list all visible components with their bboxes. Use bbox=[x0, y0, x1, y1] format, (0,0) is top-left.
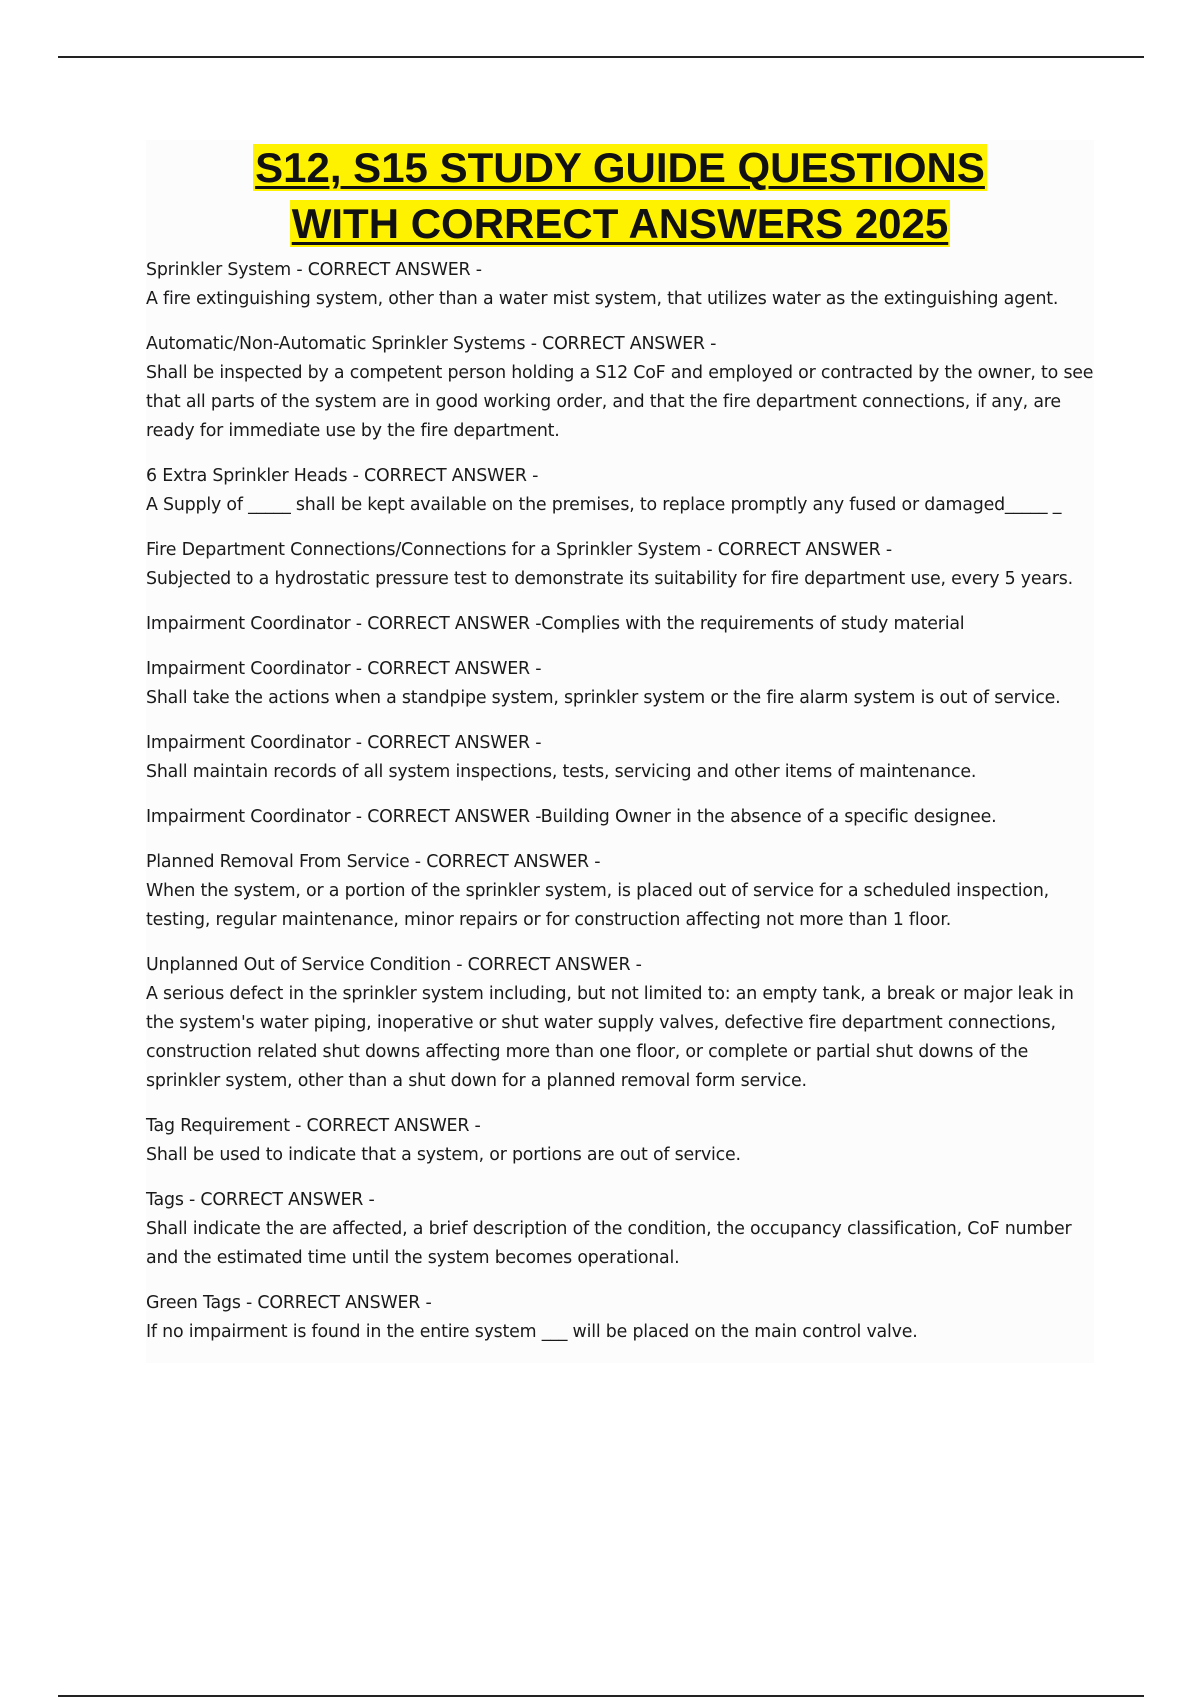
question-text: Automatic/Non-Automatic Sprinkler Systems - CORRECT ANSWER - bbox=[146, 334, 717, 354]
document-page bbox=[146, 140, 1094, 1363]
answer-text: When the system, or a portion of the sprinkler system, is placed out of service for a scheduled inspection, testing, regular maintenance, minor repairs or for construction affecting not more than 1 floor. bbox=[146, 881, 1049, 930]
qa-item bbox=[146, 951, 1094, 1096]
question-text: Impairment Coordinator - CORRECT ANSWER - bbox=[146, 659, 542, 679]
qa-item bbox=[146, 610, 1094, 639]
question-text: Impairment Coordinator - CORRECT ANSWER -Complies with the requirements of study material bbox=[146, 614, 965, 634]
top-rule bbox=[58, 56, 1144, 58]
qa-item bbox=[146, 462, 1094, 520]
answer-text: Shall take the actions when a standpipe system, sprinkler system or the fire alarm system is out of service. bbox=[146, 688, 1061, 708]
answer-text: A Supply of _____ shall be kept available on the premises, to replace promptly any fused or damaged_____ _ bbox=[146, 495, 1062, 515]
qa-item bbox=[146, 330, 1094, 446]
title-line-2: WITH CORRECT ANSWERS 2025 bbox=[291, 200, 949, 247]
answer-text: Shall maintain records of all system inspections, tests, servicing and other items of maintenance. bbox=[146, 762, 977, 782]
answer-text: Subjected to a hydrostatic pressure test to demonstrate its suitability for fire department use, every 5 years. bbox=[146, 569, 1073, 589]
answer-text: A fire extinguishing system, other than a water mist system, that utilizes water as the extinguishing agent. bbox=[146, 289, 1059, 309]
question-text: Tags - CORRECT ANSWER - bbox=[146, 1190, 375, 1210]
qa-item bbox=[146, 655, 1094, 713]
qa-item bbox=[146, 1112, 1094, 1170]
title-line-1: S12, S15 STUDY GUIDE QUESTIONS bbox=[255, 144, 985, 191]
bottom-rule bbox=[58, 1695, 1144, 1697]
answer-text: Shall be used to indicate that a system, or portions are out of service. bbox=[146, 1145, 741, 1165]
qa-item bbox=[146, 848, 1094, 935]
question-text: Impairment Coordinator - CORRECT ANSWER - bbox=[146, 733, 542, 753]
qa-item bbox=[146, 803, 1094, 832]
qa-item bbox=[146, 1289, 1094, 1347]
answer-text: If no impairment is found in the entire system ___ will be placed on the main control valve. bbox=[146, 1322, 918, 1342]
question-text: Planned Removal From Service - CORRECT ANSWER - bbox=[146, 852, 601, 872]
question-text: 6 Extra Sprinkler Heads - CORRECT ANSWER - bbox=[146, 466, 539, 486]
qa-item bbox=[146, 536, 1094, 594]
qa-item bbox=[146, 256, 1094, 314]
qa-item bbox=[146, 1186, 1094, 1273]
qa-item bbox=[146, 729, 1094, 787]
answer-text: Shall indicate the are affected, a brief description of the condition, the occupancy classification, CoF number and the estimated time until the system becomes operational. bbox=[146, 1219, 1072, 1268]
question-text: Green Tags - CORRECT ANSWER - bbox=[146, 1293, 432, 1313]
document-title bbox=[146, 140, 1094, 252]
question-text: Fire Department Connections/Connections for a Sprinkler System - CORRECT ANSWER - bbox=[146, 540, 892, 560]
question-text: Unplanned Out of Service Condition - CORRECT ANSWER - bbox=[146, 955, 642, 975]
question-text: Sprinkler System - CORRECT ANSWER - bbox=[146, 260, 482, 280]
question-text: Tag Requirement - CORRECT ANSWER - bbox=[146, 1116, 481, 1136]
answer-text: Shall be inspected by a competent person holding a S12 CoF and employed or contracted by the owner, to see that all parts of the system are in good working order, and that the fire department connections, if any, are ready for immediate use by the fire department. bbox=[146, 363, 1094, 441]
answer-text: A serious defect in the sprinkler system including, but not limited to: an empty tank, a break or major leak in the system's water piping, inoperative or shut water supply valves, defective fire department connections, construction related shut downs affecting more than one floor, or complete or partial shut downs of the sprinkler system, other than a shut down for a planned removal form service. bbox=[146, 984, 1074, 1091]
question-text: Impairment Coordinator - CORRECT ANSWER -Building Owner in the absence of a specific designee. bbox=[146, 807, 997, 827]
